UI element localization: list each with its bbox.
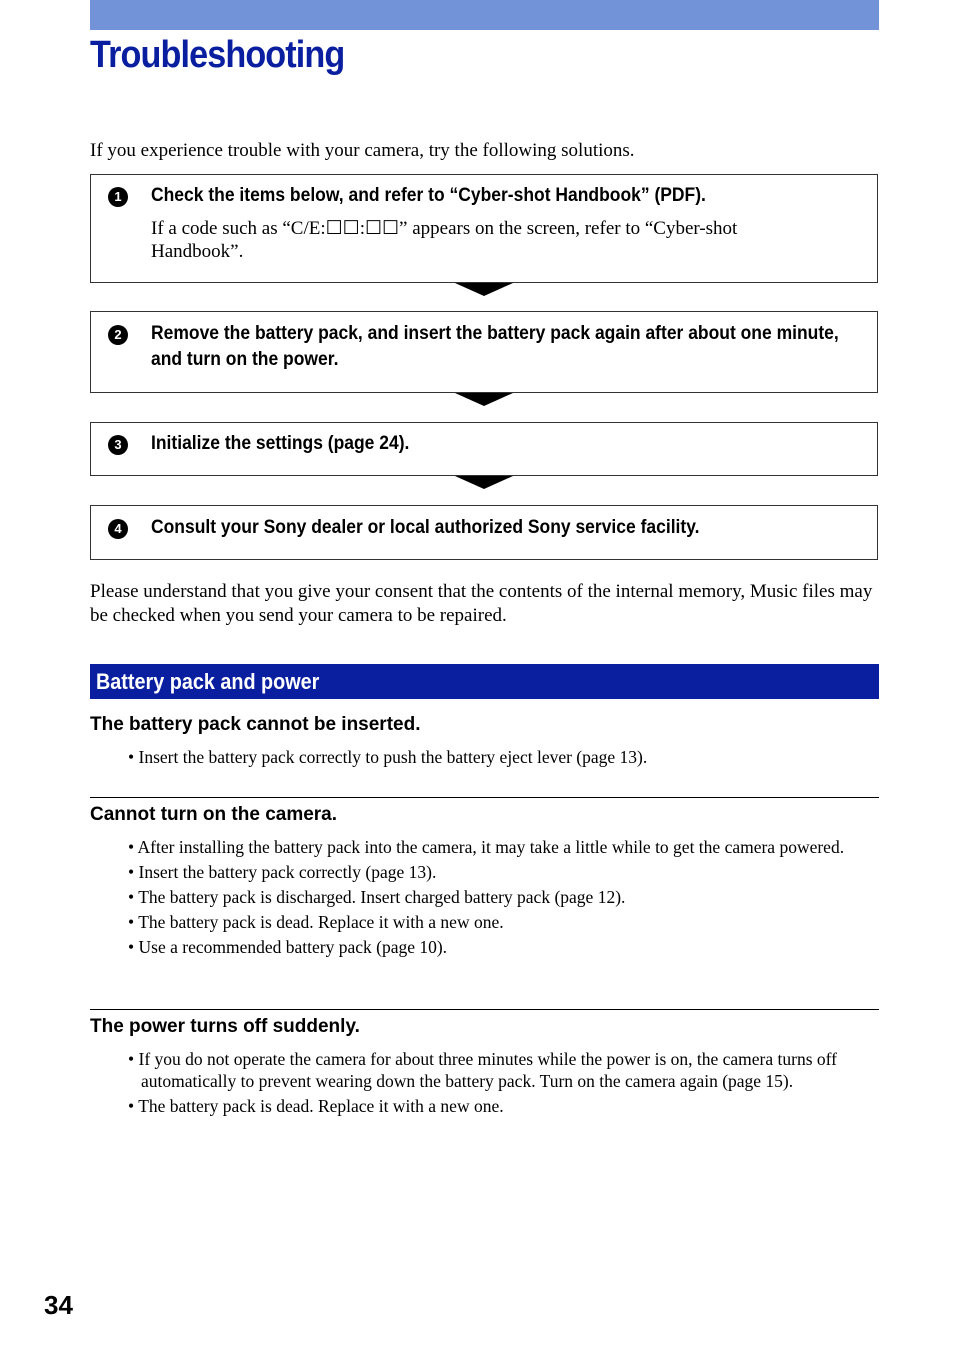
divider	[90, 1009, 879, 1010]
step-1-detail: If a code such as “C/E:☐☐:☐☐” appears on the screen, refer to “Cyber-shot Handbook”.	[151, 218, 738, 262]
solution-item: • The battery pack is dead. Replace it with a new one.	[128, 1095, 873, 1117]
step-3-number: 3	[108, 435, 128, 455]
problem-2-solutions	[128, 836, 873, 961]
step-1-number: 1	[108, 187, 128, 207]
problem-2-title: Cannot turn on the camera.	[90, 804, 338, 825]
consent-note: Please understand that you give your consent that the contents of the internal memory, Music files may be checked when you send your camera to be repaired.	[90, 581, 873, 626]
step-2-number: 2	[108, 325, 128, 345]
problem-1-solutions	[128, 746, 873, 771]
flow-arrow-icon	[455, 476, 513, 489]
intro-text: If you experience trouble with your camera, try the following solutions.	[90, 140, 635, 161]
step-2-heading: Remove the battery pack, and insert the battery pack again after about one minute, and turn on the power.	[151, 323, 839, 370]
step-1-heading: Check the items below, and refer to “Cyber-shot Handbook” (PDF).	[151, 185, 706, 206]
problem-3-title: The power turns off suddenly.	[90, 1016, 360, 1037]
page-number: 34	[44, 1290, 73, 1320]
divider	[90, 797, 879, 798]
solution-item: • Use a recommended battery pack (page 10).	[128, 936, 873, 958]
step-4-number: 4	[108, 519, 128, 539]
solution-item: • The battery pack is discharged. Insert charged battery pack (page 12).	[128, 886, 873, 908]
step-4-box	[90, 505, 878, 560]
solution-item: • After installing the battery pack into the camera, it may take a little while to get the camera powered.	[128, 836, 873, 858]
step-3-heading: Initialize the settings (page 24).	[151, 433, 410, 454]
page-title: Troubleshooting	[90, 34, 345, 76]
solution-item: • If you do not operate the camera for about three minutes while the power is on, the camera turns off automatically to prevent wearing down the battery pack. Turn on the camera again (page 15).	[128, 1048, 873, 1092]
solution-item: • Insert the battery pack correctly (page 13).	[128, 861, 873, 883]
section-title: Battery pack and power	[96, 669, 320, 694]
flow-arrow-icon	[455, 283, 513, 296]
step-1-box	[90, 174, 878, 283]
step-4-heading: Consult your Sony dealer or local authorized Sony service facility.	[151, 517, 700, 538]
header-color-bar	[90, 0, 879, 30]
flow-arrow-icon	[455, 393, 513, 406]
step-2-box	[90, 311, 878, 393]
step-3-box	[90, 422, 878, 476]
problem-1-title: The battery pack cannot be inserted.	[90, 714, 421, 735]
problem-3-solutions	[128, 1048, 873, 1120]
section-header	[90, 664, 879, 699]
solution-item: • The battery pack is dead. Replace it with a new one.	[128, 911, 873, 933]
solution-item: • Insert the battery pack correctly to push the battery eject lever (page 13).	[128, 746, 873, 768]
